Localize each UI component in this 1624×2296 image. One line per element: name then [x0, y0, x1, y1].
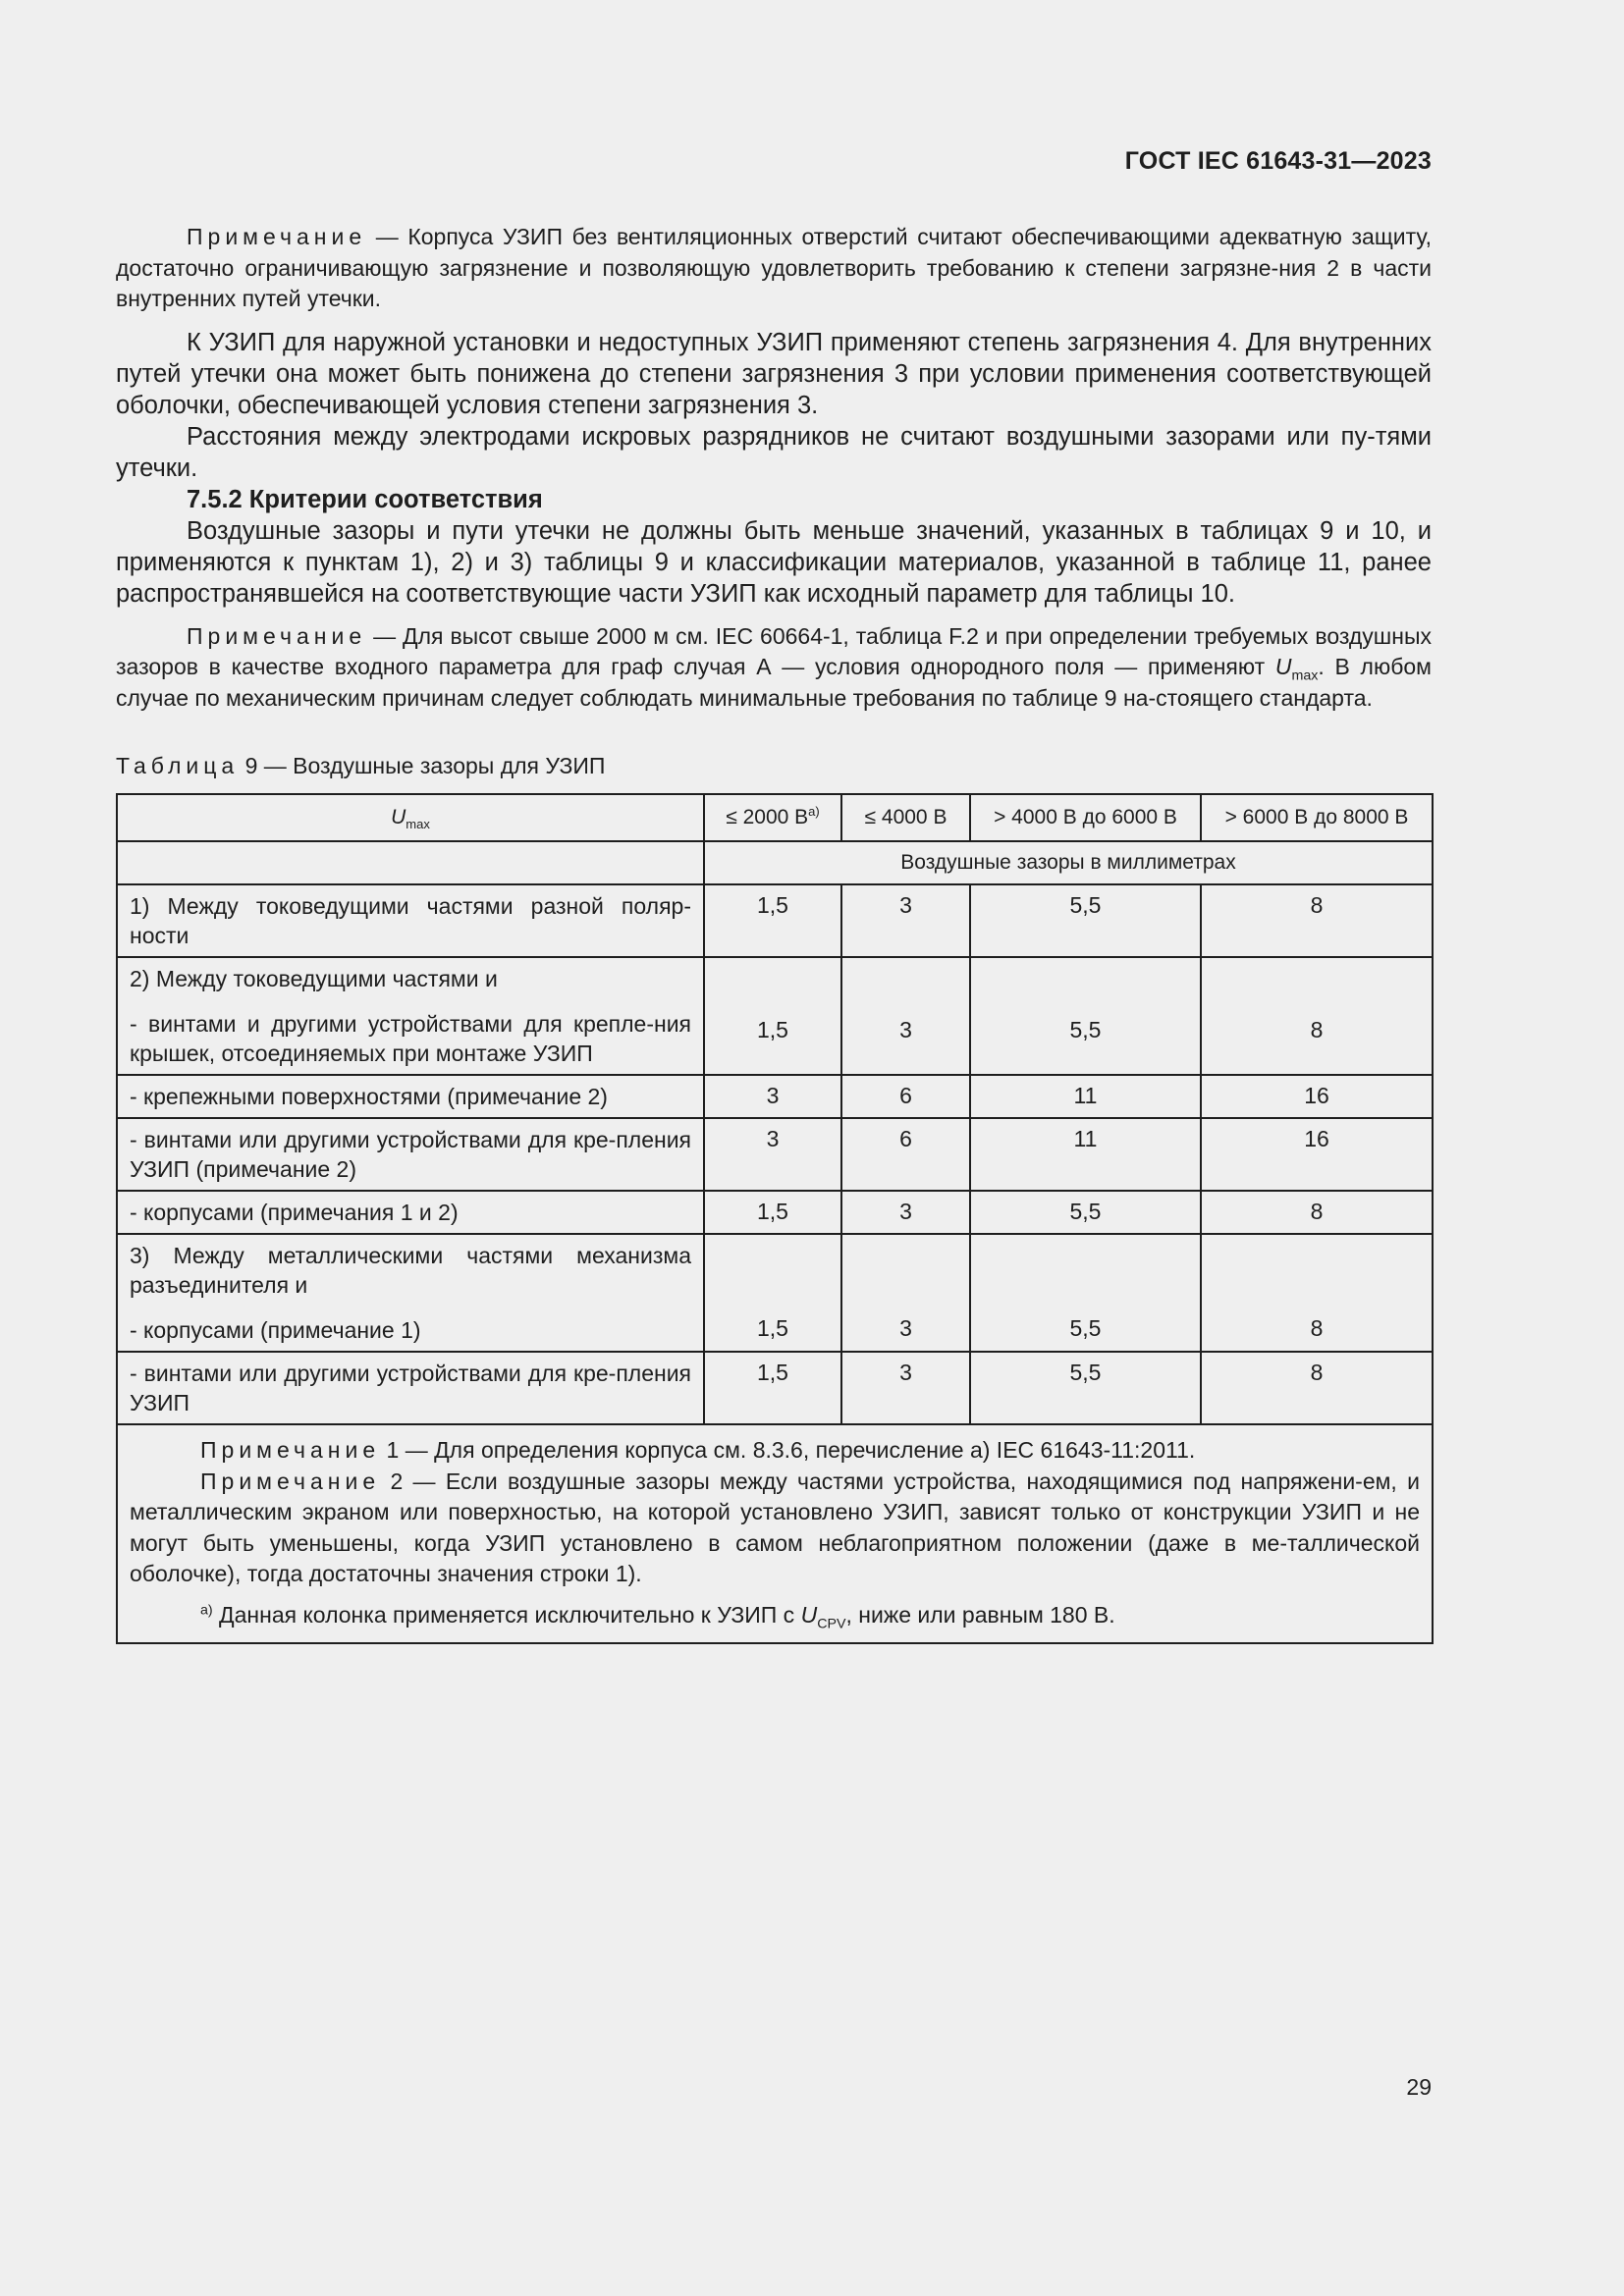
clearance-table [116, 793, 1434, 1644]
table-note-1: Примечание 1 — Для определения корпуса см. 8.3.6, перечисление а) IEC 61643-11:2011. [200, 1437, 1196, 1463]
value-cell: 11 [970, 1075, 1201, 1118]
note-paragraph-2 [116, 621, 1432, 715]
table-footnotes-row [117, 1424, 1433, 1643]
value-cell: 3 [841, 884, 970, 957]
umax-subscript: max [1291, 667, 1319, 684]
value-cell: 5,5 [970, 884, 1201, 957]
value-cell: 6 [841, 1075, 970, 1118]
note-text: — Корпуса УЗИП без вентиляционных отверстий считают обеспечивающими адекватную защиту, достаточно ограничивающую загрязнение и позволяющую удовлетворить требованию к степени загрязне-ния 2 в части внутренних путей утечки. [116, 224, 1432, 311]
value-cell: 3 [704, 1118, 841, 1191]
value-cell: 8 [1201, 884, 1433, 957]
umax-header-cell [117, 794, 704, 841]
value-cell: 8 [1201, 1191, 1433, 1234]
document-header: ГОСТ IEC 61643-31—2023 [1124, 147, 1432, 175]
table-footnotes [117, 1424, 1433, 1643]
ucpv-subscript: CPV [817, 1616, 846, 1632]
value-cell: 11 [970, 1118, 1201, 1191]
table-caption [116, 753, 1432, 779]
note-label: Примечание [187, 622, 367, 649]
value-cell: 1,5 [704, 957, 841, 1075]
units-label: Воздушные зазоры в миллиметрах [704, 841, 1433, 884]
group-title: 3) Между металлическими частями механизма разъединителя и [130, 1243, 691, 1298]
row-description-text: - винтами и другими устройствами для крепле-ния крышек, отсоединяемых при монтаже УЗИП [130, 1011, 691, 1066]
value-cell: 5,5 [970, 957, 1201, 1075]
col-header-4000: ≤ 4000 В [841, 794, 970, 841]
table-row [117, 1191, 1433, 1234]
footnote-marker: а) [200, 1601, 213, 1618]
row-description: 1) Между токоведущими частями разной поляр-ности [117, 884, 704, 957]
body-paragraph-2: Расстояния между электродами искровых разрядников не считают воздушными зазорами или пу-тями утечки. [116, 422, 1432, 482]
value-cell: 1,5 [704, 884, 841, 957]
value-cell: 5,5 [970, 1352, 1201, 1424]
table-note-2: Примечание 2 — Если воздушные зазоры между частями устройства, находящимися под напряжени-ем, и металлическим экраном или поверхностью, на которой установлено УЗИП, зависят только от конструкции УЗИП и не могут быть уменьшены, когда УЗИП установлено в самом неблагоприятном положении (даже в ме-таллической оболочке), тогда достаточны значения строки 1). [130, 1468, 1420, 1586]
note-text-b: . В любом случае по механическим причинам следует соблюдать минимальные требования по таблице 9 на-стоящего стандарта. [116, 654, 1432, 711]
row-description [117, 1234, 704, 1352]
table-footnote-a: $^{а)}$ Данная колонка применяется исключительно к УЗИП с $U_{CPV}$, ниже или равным 180 В. [200, 1601, 1115, 1632]
col-header-6000: > 4000 В до 6000 В [970, 794, 1201, 841]
row-description: - крепежными поверхностями (примечание 2) [117, 1075, 704, 1118]
value-cell: 8 [1201, 1234, 1433, 1352]
note-paragraph-1 [116, 222, 1432, 315]
row-description: - винтами или другими устройствами для кре-пления УЗИП (примечание 2) [117, 1118, 704, 1191]
value-cell: 1,5 [704, 1352, 841, 1424]
value-cell: 16 [1201, 1118, 1433, 1191]
table-header-row [117, 794, 1433, 841]
umax-symbol: U [391, 806, 406, 828]
row-description-text: - корпусами (примечание 1) [130, 1317, 421, 1343]
value-cell: 8 [1201, 1352, 1433, 1424]
value-cell: 3 [841, 957, 970, 1075]
row-description: - корпусами (примечания 1 и 2) [117, 1191, 704, 1234]
col-header-2000: ≤ 2000 $В^{а)}$ [704, 794, 841, 841]
table-row [117, 957, 1433, 1075]
ucpv-symbol: U [800, 1601, 818, 1628]
col-header-8000: > 6000 В до 8000 В [1201, 794, 1433, 841]
section-heading: 7.5.2 Критерии соответствия [187, 485, 543, 513]
value-cell: 1,5 [704, 1191, 841, 1234]
table-row [117, 1118, 1433, 1191]
value-cell: 1,5 [704, 1234, 841, 1352]
note-label: Примечание [187, 224, 367, 249]
table-row [117, 884, 1433, 957]
value-cell: 5,5 [970, 1191, 1201, 1234]
value-cell: 6 [841, 1118, 970, 1191]
value-cell: 16 [1201, 1075, 1433, 1118]
row-description: - винтами или другими устройствами для кре-пления УЗИП [117, 1352, 704, 1424]
value-cell: 3 [841, 1352, 970, 1424]
value-cell: 5,5 [970, 1234, 1201, 1352]
note-text-a: — Для высот свыше 2000 м см. IEC 60664-1, таблица F.2 и при определении требуемых воздушных зазоров в качестве входного параметра для граф случая А — условия однородного поля — применяют [116, 622, 1432, 679]
page-number: 29 [1406, 2074, 1432, 2100]
value-cell: 3 [704, 1075, 841, 1118]
table-row [117, 1075, 1433, 1118]
body-paragraph-1: К УЗИП для наружной установки и недоступных УЗИП применяют степень загрязнения 4. Для внутренних путей утечки она может быть понижена до степени загрязнения 3 при условии применения соответствующей оболочки, обеспечивающей условия степени загрязнения 3. [116, 328, 1432, 419]
table-row [117, 1234, 1433, 1352]
umax-subscript: max [406, 817, 430, 832]
value-cell: 8 [1201, 957, 1433, 1075]
table-caption-text: 9 — Воздушные зазоры для УЗИП [239, 753, 606, 778]
umax-symbol: U [1274, 654, 1292, 679]
row-description [117, 957, 704, 1075]
body-paragraph-3: Воздушные зазоры и пути утечки не должны быть меньше значений, указанных в таблицах 9 и 10, и применяются к пунктам 1), 2) и 3) таблицы 9 и классификации материалов, указанной в таблице 11, ранее распространявшейся на соответствующие части УЗИП как исходный параметр для таблицы 10. [116, 516, 1432, 608]
value-cell: 3 [841, 1234, 970, 1352]
table-row [117, 1352, 1433, 1424]
footnote-ref: а) [808, 804, 820, 819]
table-units-row [117, 841, 1433, 884]
table-caption-label: Таблица [116, 753, 240, 778]
empty-cell [117, 841, 704, 884]
page-content [116, 222, 1432, 1644]
group-title: 2) Между токоведущими частями и [130, 966, 498, 991]
value-cell: 3 [841, 1191, 970, 1234]
